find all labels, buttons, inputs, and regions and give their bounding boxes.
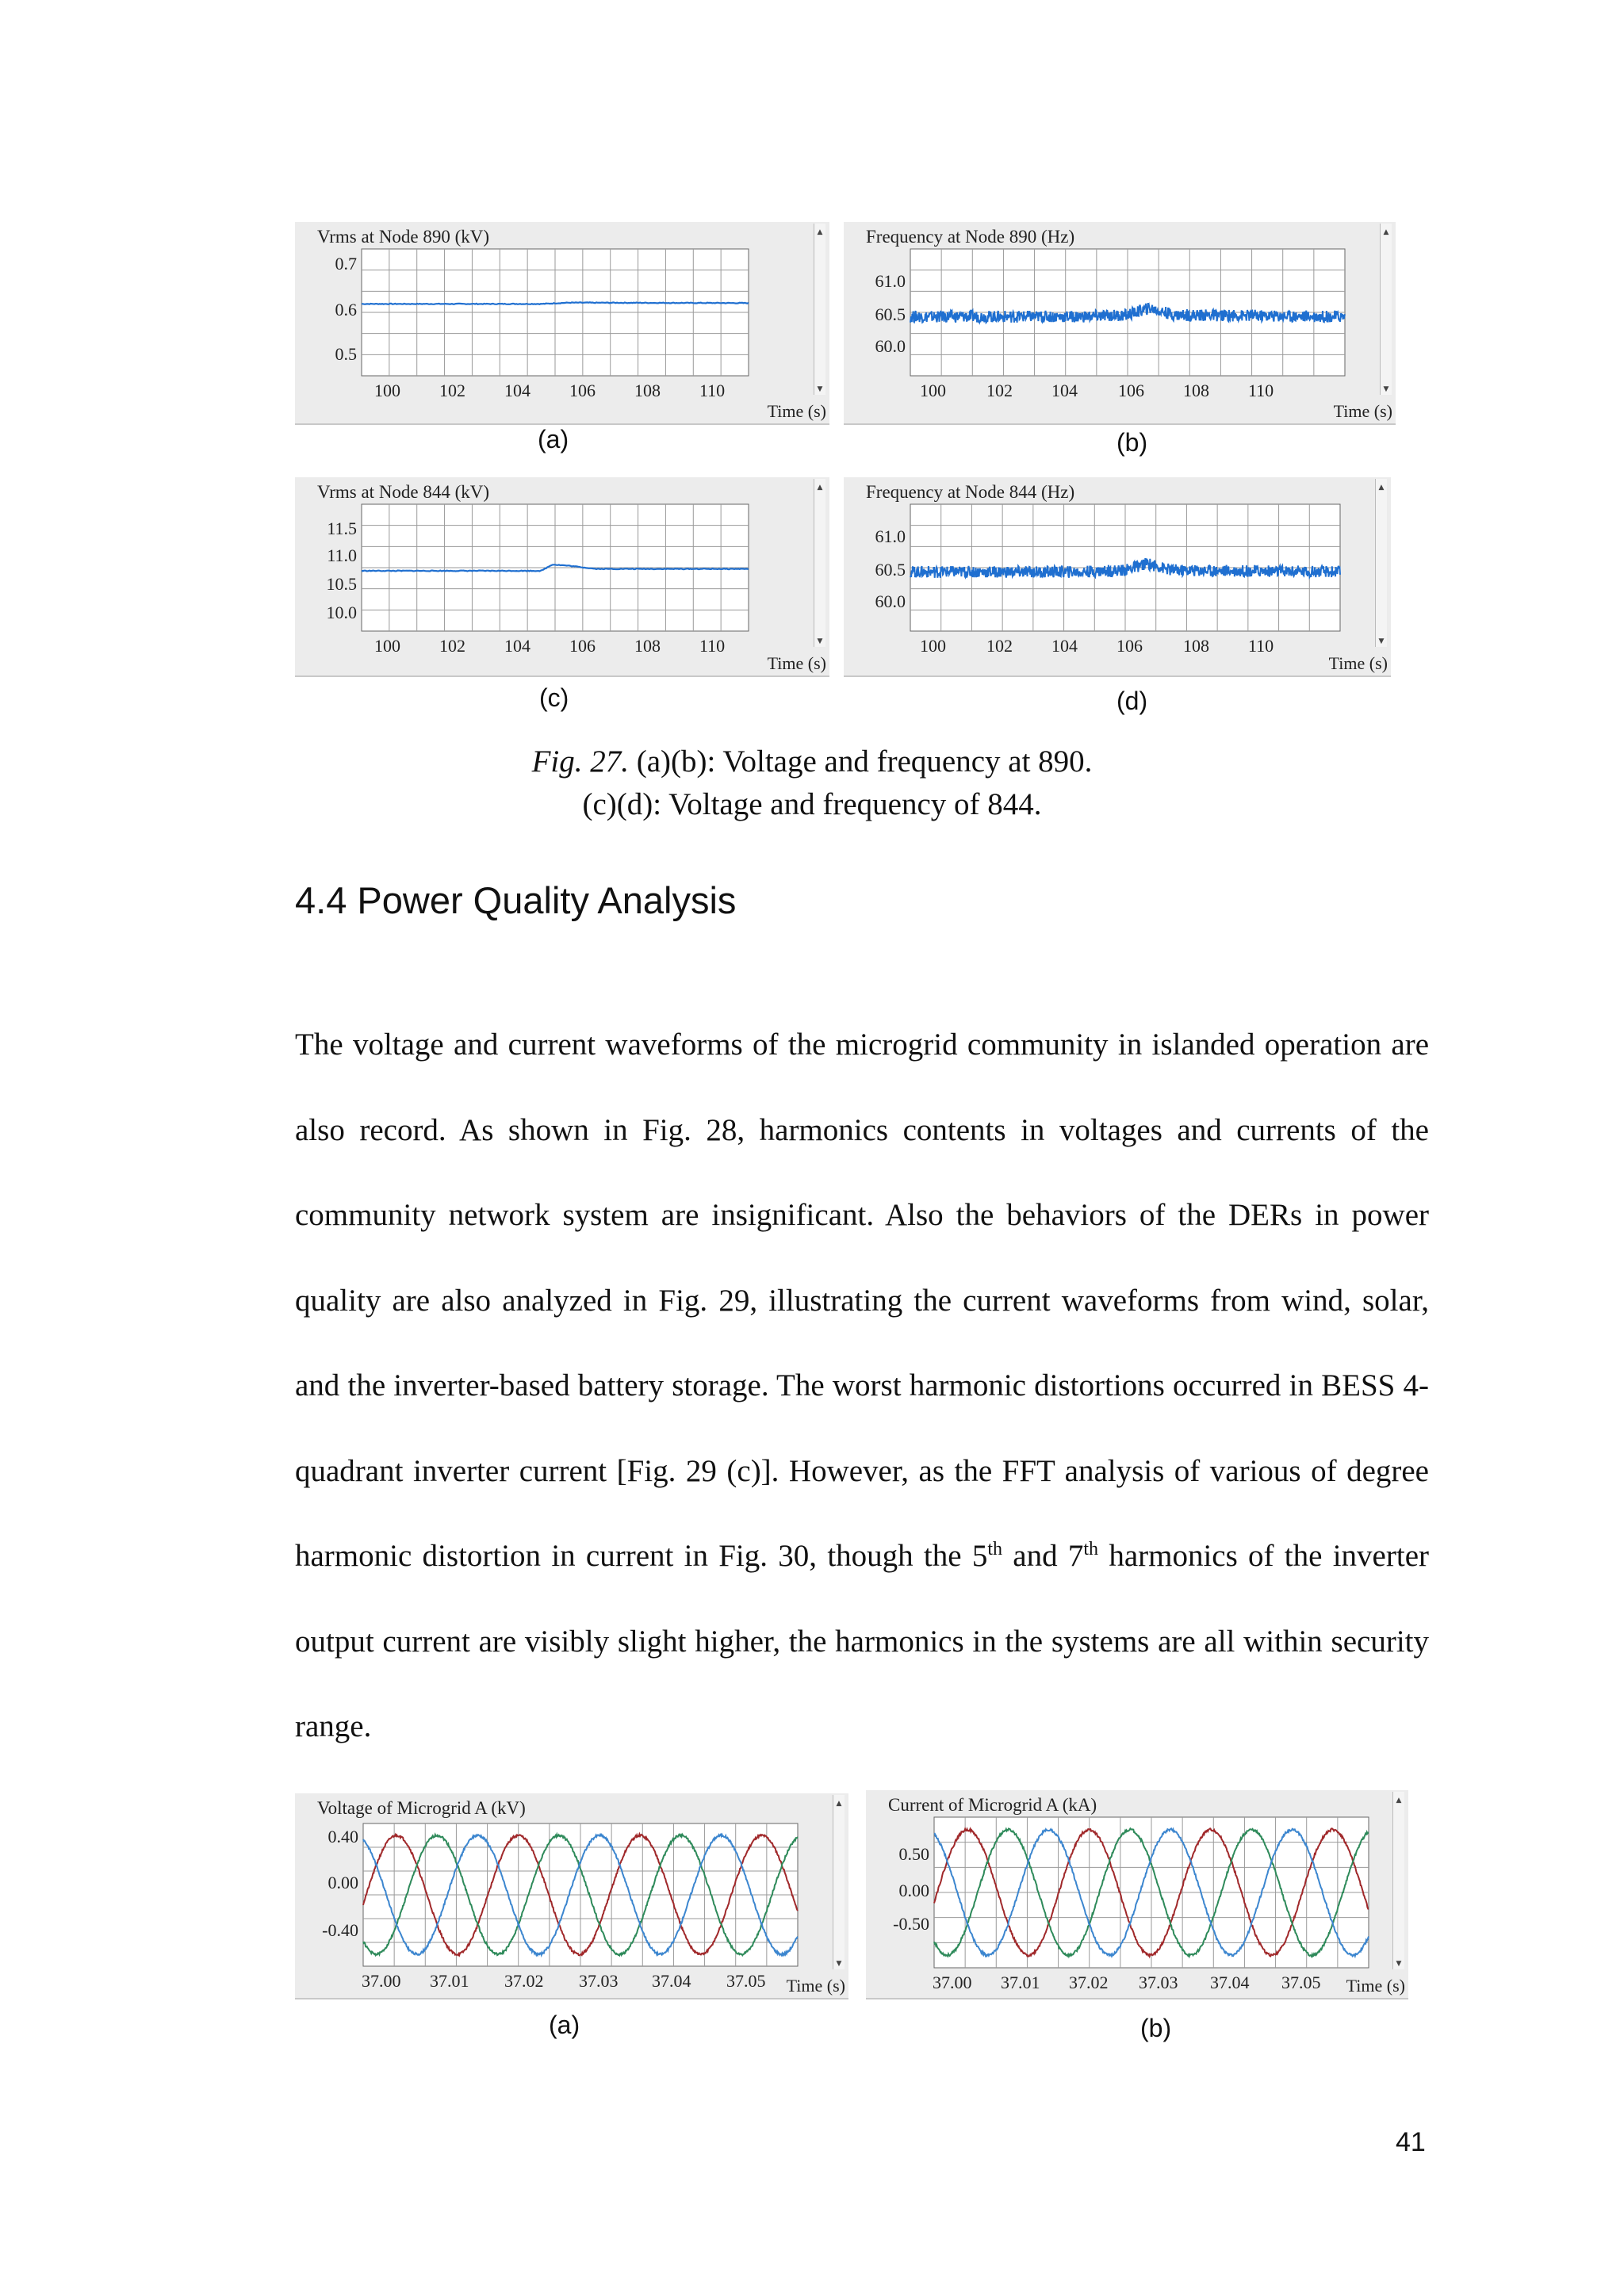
x-tick-label: 108 bbox=[634, 381, 661, 400]
subfig-label-a-fig28: (a) bbox=[549, 2011, 580, 2039]
x-tick-label: 37.03 bbox=[1139, 1973, 1178, 1992]
x-tick-label: 104 bbox=[1051, 636, 1078, 656]
x-tick-label: 110 bbox=[1248, 381, 1274, 400]
y-tick-label: 11.5 bbox=[327, 519, 357, 538]
x-axis-label: Time (s) bbox=[1346, 1976, 1405, 1996]
y-tick-label: 60.0 bbox=[875, 591, 906, 611]
paragraph-sup-1: th bbox=[987, 1539, 1003, 1559]
figure-caption-line1: (a)(b): Voltage and frequency at 890. bbox=[628, 744, 1093, 779]
x-tick-label: 108 bbox=[1183, 381, 1209, 400]
x-tick-label: 37.01 bbox=[1001, 1973, 1040, 1992]
x-tick-label: 100 bbox=[374, 636, 400, 656]
scroll-up-icon[interactable]: ▲ bbox=[817, 484, 823, 492]
scroll-up-icon[interactable]: ▲ bbox=[836, 1800, 842, 1808]
subfig-label-d: (d) bbox=[1116, 687, 1148, 715]
chart-title: Frequency at Node 890 (Hz) bbox=[866, 227, 1075, 247]
x-tick-label: 37.05 bbox=[1281, 1973, 1321, 1992]
x-tick-label: 104 bbox=[504, 381, 530, 400]
x-tick-label: 110 bbox=[699, 381, 726, 400]
chart-scrollbar[interactable] bbox=[1392, 1792, 1404, 1969]
y-tick-label: 0.6 bbox=[335, 300, 357, 320]
x-tick-label: 37.04 bbox=[1210, 1973, 1250, 1992]
chart-scrollbar[interactable] bbox=[1380, 224, 1392, 395]
subfig-label-a: (a) bbox=[538, 425, 569, 453]
y-tick-label: 10.5 bbox=[326, 574, 357, 594]
x-tick-label: 108 bbox=[634, 636, 661, 656]
x-tick-label: 106 bbox=[569, 636, 596, 656]
chart-scrollbar[interactable] bbox=[833, 1795, 845, 1969]
figure-caption-line2: (c)(d): Voltage and frequency of 844. bbox=[582, 787, 1042, 821]
x-tick-label: 37.00 bbox=[933, 1973, 972, 1992]
chart-title: Current of Microgrid A (kA) bbox=[888, 1795, 1097, 1815]
chart-frequency-890 bbox=[844, 222, 1396, 425]
scroll-up-icon[interactable]: ▲ bbox=[817, 228, 823, 236]
y-tick-label: 60.5 bbox=[875, 560, 906, 580]
x-tick-label: 106 bbox=[1116, 636, 1143, 656]
x-tick-label: 100 bbox=[920, 381, 946, 400]
chart-plot bbox=[295, 1793, 848, 1999]
subfig-label-c: (c) bbox=[539, 683, 569, 712]
y-tick-label: 11.0 bbox=[327, 545, 357, 565]
y-tick-label: 0.7 bbox=[335, 254, 357, 274]
x-tick-label: 102 bbox=[439, 381, 465, 400]
subfig-label-b: (b) bbox=[1116, 428, 1148, 457]
paragraph-sup-2: th bbox=[1083, 1539, 1099, 1559]
scroll-down-icon[interactable]: ▼ bbox=[1378, 637, 1385, 645]
y-tick-label: 60.0 bbox=[875, 336, 906, 356]
y-tick-label: 0.00 bbox=[327, 1873, 358, 1892]
chart-frequency-844 bbox=[844, 477, 1391, 677]
y-tick-label: -0.50 bbox=[893, 1914, 929, 1934]
page-number: 41 bbox=[1396, 2127, 1426, 2157]
y-tick-label: 61.0 bbox=[875, 526, 906, 546]
x-tick-label: 37.02 bbox=[1069, 1973, 1109, 1992]
x-axis-label: Time (s) bbox=[1328, 653, 1388, 673]
chart-title: Voltage of Microgrid A (kV) bbox=[317, 1798, 526, 1818]
subfig-label-b-fig28: (b) bbox=[1140, 2014, 1172, 2042]
scroll-up-icon[interactable]: ▲ bbox=[1396, 1797, 1402, 1804]
x-tick-label: 104 bbox=[1051, 381, 1078, 400]
section-heading: 4.4 Power Quality Analysis bbox=[295, 879, 737, 921]
scroll-down-icon[interactable]: ▼ bbox=[836, 1960, 842, 1968]
x-tick-label: 104 bbox=[504, 636, 530, 656]
x-tick-label: 100 bbox=[920, 636, 946, 656]
figure-caption-label: Fig. 27. bbox=[531, 744, 629, 779]
scroll-down-icon[interactable]: ▼ bbox=[1383, 385, 1389, 393]
y-tick-label: 0.50 bbox=[898, 1844, 929, 1864]
chart-plot bbox=[866, 1790, 1408, 1999]
x-tick-label: 110 bbox=[1248, 636, 1274, 656]
figure-caption bbox=[0, 740, 1624, 826]
x-axis-label: Time (s) bbox=[767, 653, 826, 673]
chart-current-microgrid-a bbox=[866, 1790, 1408, 1999]
chart-scrollbar[interactable] bbox=[1375, 479, 1387, 647]
scroll-down-icon[interactable]: ▼ bbox=[817, 385, 823, 393]
chart-title: Vrms at Node 890 (kV) bbox=[317, 227, 490, 247]
scroll-down-icon[interactable]: ▼ bbox=[817, 637, 823, 645]
paragraph-text-3: harmonics of the inverter output current are visibly slight higher, the harmonics in the systems are all within security range. bbox=[295, 1539, 1429, 1743]
chart-vrms-890 bbox=[295, 222, 829, 425]
x-tick-label: 37.01 bbox=[430, 1971, 469, 1991]
y-tick-label: 0.00 bbox=[898, 1881, 929, 1900]
y-tick-label: -0.40 bbox=[322, 1920, 358, 1940]
x-tick-label: 102 bbox=[439, 636, 465, 656]
x-axis-label: Time (s) bbox=[786, 1976, 845, 1996]
scroll-up-icon[interactable]: ▲ bbox=[1378, 484, 1385, 492]
x-tick-label: 37.02 bbox=[504, 1971, 544, 1991]
paragraph-text-2: and 7 bbox=[1002, 1539, 1084, 1573]
chart-title: Vrms at Node 844 (kV) bbox=[317, 482, 490, 502]
x-tick-label: 37.05 bbox=[726, 1971, 766, 1991]
y-tick-label: 61.0 bbox=[875, 271, 906, 291]
x-tick-label: 102 bbox=[986, 636, 1013, 656]
chart-title: Frequency at Node 844 (Hz) bbox=[866, 482, 1075, 502]
chart-scrollbar[interactable] bbox=[814, 224, 825, 395]
paragraph-text-1: The voltage and current waveforms of the microgrid community in islanded operation are also record. As shown in Fig. 28, harmonics contents in voltages and currents of the community network system are insignificant. Also the behaviors of the DERs in power quality are also analyzed in Fig. 29, illustrating the current waveforms from wind, solar, and the inverter-based battery storage. The worst harmonic distortions occurred in BESS 4-quadrant inverter current [Fig. 29 (c)]. However, as the FFT analysis of various of degree harmonic distortion in current in Fig. 30, though the 5 bbox=[295, 1027, 1429, 1573]
chart-voltage-microgrid-a bbox=[295, 1793, 848, 1999]
scroll-down-icon[interactable]: ▼ bbox=[1396, 1960, 1402, 1968]
x-tick-label: 37.00 bbox=[362, 1971, 401, 1991]
x-tick-label: 108 bbox=[1183, 636, 1209, 656]
y-tick-label: 0.5 bbox=[335, 344, 357, 364]
y-tick-label: 0.40 bbox=[327, 1827, 358, 1846]
chart-vrms-844 bbox=[295, 477, 829, 677]
x-axis-label: Time (s) bbox=[1333, 401, 1392, 421]
x-tick-label: 100 bbox=[374, 381, 400, 400]
x-tick-label: 106 bbox=[1118, 381, 1144, 400]
y-tick-label: 10.0 bbox=[326, 603, 357, 622]
x-tick-label: 37.03 bbox=[579, 1971, 619, 1991]
x-axis-label: Time (s) bbox=[767, 401, 826, 421]
y-tick-label: 60.5 bbox=[875, 304, 906, 324]
chart-scrollbar[interactable] bbox=[814, 479, 825, 647]
scroll-up-icon[interactable]: ▲ bbox=[1383, 228, 1389, 236]
x-tick-label: 110 bbox=[699, 636, 726, 656]
x-tick-label: 106 bbox=[569, 381, 596, 400]
body-paragraph bbox=[295, 1002, 1429, 1770]
x-tick-label: 37.04 bbox=[652, 1971, 691, 1991]
x-tick-label: 102 bbox=[986, 381, 1013, 400]
